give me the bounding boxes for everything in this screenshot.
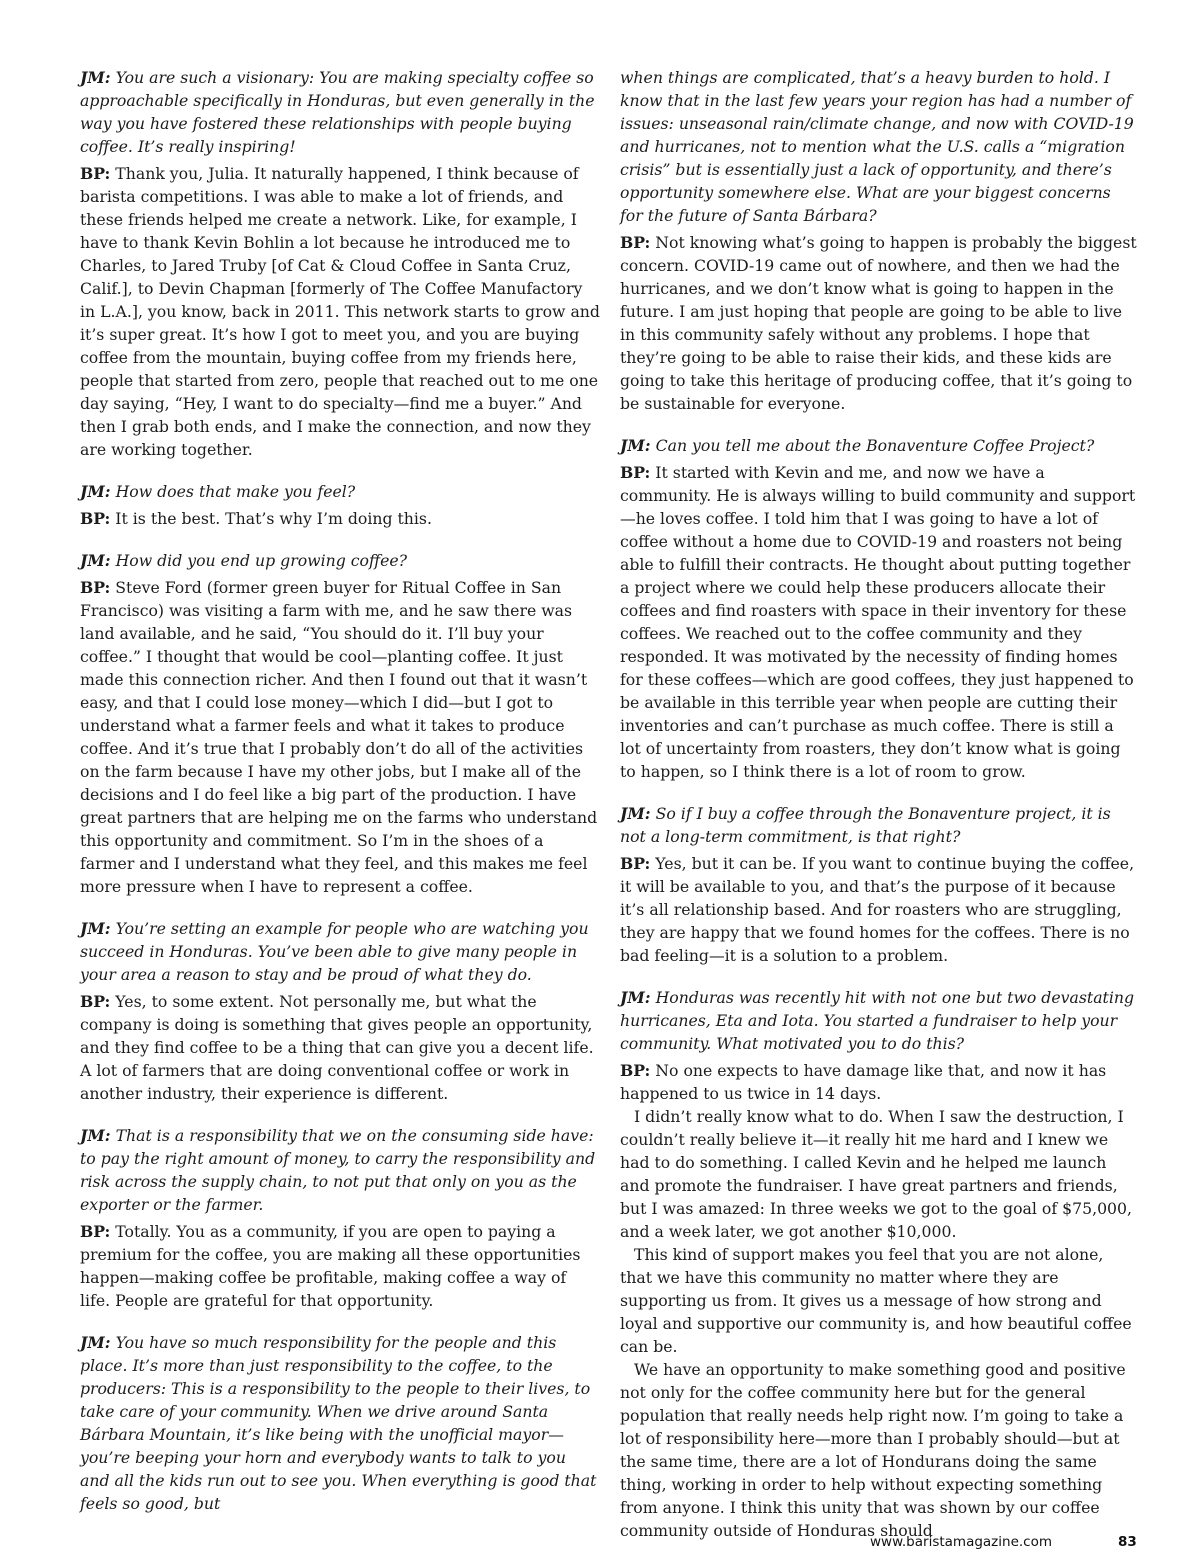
footer-website: www.baristamagazine.com [870,1534,1053,1550]
answer [80,507,600,530]
question [80,1331,600,1515]
answer [80,162,600,461]
speaker-label: BP: [80,1222,111,1241]
page-number: 83 [1118,1534,1137,1550]
answer [80,576,600,898]
answer-text: It is the best. That’s why I’m doing this. [115,509,432,528]
question [620,986,1138,1055]
speaker-label: BP: [620,463,651,482]
speaker-label: BP: [620,854,651,873]
speaker-label: JM: [80,551,111,570]
speaker-label: JM: [80,1333,111,1352]
qa-block [620,66,1138,415]
answer [620,852,1138,967]
answer-text: Yes, to some extent. Not personally me, but what the company is doing is something that gives people an opportunity, and they find coffee to be a thing that can give you a decent life. A lot of farmers that are doing conventional coffee or work in another industry, their experience is different. [80,992,594,1103]
qa-block [620,802,1138,967]
answer-text: Yes, but it can be. If you want to continue buying the coffee, it will be available to you, and that’s the purpose of it because it’s all relationship based. And for roasters who are struggling, they are happy that we found homes for the coffees. There is no bad feeling—it is a solution to a problem. [620,854,1135,965]
qa-block [80,1124,600,1312]
paragraph: We have an opportunity to make something good and positive not only for the coffee community here but for the general population that really needs help right now. I’m going to take a lot of responsibility here—more than I probably should—but at the same time, there are a lot of Hondurans doing the same thing, working in order to help without expecting something from anyone. I think this unity that was shown by our coffee community outside of Honduras should [620,1360,1126,1540]
answer-text: It started with Kevin and me, and now we have a community. He is always willing to build community and support—he loves coffee. I told him that I was going to have a lot of coffee without a home due to COVID-19 and roasters not being able to fulfill their contracts. He thought about putting together a project where we could help these producers allocate their coffees and find roasters with space in their inventory for these coffees. We reached out to the coffee community and they responded. It was motivated by the necessity of finding homes for these coffees—which are good coffees, they just happened to be available in this terrible year when people are cutting their inventories and can’t purchase as much coffee. There is still a lot of uncertainty from roasters, they don’t know what is going to happen, so I think there is a lot of room to grow. [620,463,1136,781]
qa-block [80,480,600,530]
answer-text: No one expects to have damage like that, and now it has happened to us twice in 14 days. [620,1061,1107,1103]
speaker-label: BP: [620,1061,651,1080]
speaker-label: JM: [620,436,651,455]
question [620,802,1138,848]
question [80,480,600,503]
answer-text: Thank you, Julia. It naturally happened, I think because of barista competitions. I was able to make a lot of friends, and these friends helped me create a network. Like, for example, I have to thank Kevin Bohlin a lot because he introduced me to Charles, to Jared Truby [of Cat & Cloud Coffee in Santa Cruz, Calif.], to Devin Chapman [formerly of The Coffee Manufactory in L.A.], you know, back in 2011. This network starts to grow and it’s super great. It’s how I got to meet you, and you are buying coffee from the mountain, buying coffee from my friends here, people that started from zero, people that reached out to me one day saying, “Hey, I want to do specialty—find me a buyer.” And then I grab both ends, and I make the connection, and now they are working together. [80,164,600,459]
qa-block [620,434,1138,783]
answer [620,1059,1138,1105]
question-text: You’re setting an example for people who are watching you succeed in Honduras. You’ve been able to give many people in your area a reason to stay and be proud of what they do. [80,919,589,984]
speaker-label: JM: [80,68,111,87]
speaker-label: JM: [620,804,651,823]
speaker-label: JM: [80,482,111,501]
paragraph: I didn’t really know what to do. When I saw the destruction, I couldn’t really believe it—it really hit me hard and I knew we had to do something. I called Kevin and he helped me launch and promote the fundraiser. I have great partners and friends, but I was amazed: In three weeks we got to the goal of $75,000, and a week later, we got another $10,000. [620,1107,1132,1241]
speaker-label: JM: [620,988,651,1007]
answer-text: Not knowing what’s going to happen is probably the biggest concern. COVID-19 came out of nowhere, and then we had the hurricanes, and we don’t know what is going to happen in the future. I am just hoping that people are going to be able to live in this community safely without any problems. I hope that they’re going to be able to raise their kids, and these kids are going to take this heritage of producing coffee, that it’s going to be sustainable for everyone. [620,233,1137,413]
speaker-label: BP: [80,164,111,183]
question [80,549,600,572]
qa-block [620,986,1138,1542]
paragraph: This kind of support makes you feel that you are not alone, that we have this community no matter where they are supporting us from. It gives us a message of how strong and loyal and supportive our community is, and how beautiful coffee can be. [620,1245,1132,1356]
speaker-label: BP: [80,509,111,528]
qa-block [80,66,600,461]
answer-text: Steve Ford (former green buyer for Ritual Coffee in San Francisco) was visiting a farm with me, and he saw there was land available, and he said, “You should do it. I’ll buy your coffee.” I thought that would be cool—planting coffee. It just made this connection richer. And then I found out that it wasn’t easy, and that I could lose money—which I did—but I got to understand what a farmer feels and what it takes to produce coffee. And it’s true that I probably don’t do all of the activities on the farm because I have my other jobs, but I make all of the decisions and I do feel like a big part of the production. I have great partners that are helping me on the farms who understand this opportunity and commitment. So I’m in the shoes of a farmer and I understand what they feel, and this makes me feel more pressure when I have to represent a coffee. [80,578,598,896]
question-text: So if I buy a coffee through the Bonaventure project, it is not a long-term commitment, is that right? [620,804,1111,846]
speaker-label: BP: [80,992,111,1011]
answer-text: Totally. You as a community, if you are open to paying a premium for the coffee, you are making all these opportunities happen—making coffee be profitable, making coffee a way of life. People are grateful for that opportunity. [80,1222,581,1310]
qa-block [80,917,600,1105]
speaker-label: BP: [80,578,111,597]
question [80,917,600,986]
question-text: You have so much responsibility for the people and this place. It’s more than just responsibility to the coffee, to the producers: This is a responsibility to the people to their lives, to take care of your community. When we drive around Santa Bárbara Mountain, it’s like being with the unofficial mayor—you’re beeping your horn and everybody wants to talk to you and all the kids run out to see you. When everything is good that feels so good, but [80,1333,597,1513]
qa-block [80,1331,600,1515]
question [80,1124,600,1216]
speaker-label: BP: [620,233,651,252]
answer [80,990,600,1105]
question-text: How does that make you feel? [115,482,356,501]
speaker-label: JM: [80,1126,111,1145]
question-text: How did you end up growing coffee? [115,551,408,570]
question-text: That is a responsibility that we on the consuming side have: to pay the right amount of money, to carry the responsibility and risk across the supply chain, to not put that only on you as the exporter or the farmer. [80,1126,596,1214]
question-text: You are such a visionary: You are making specialty coffee so approachable specifically in Honduras, but even generally in the way you have fostered these relationships with people buying coffee. It’s really inspiring! [80,68,595,156]
speaker-label: JM: [80,919,111,938]
answer [620,231,1138,415]
question-continued: when things are complicated, that’s a heavy burden to hold. I know that in the last few years your region has had a number of issues: unseasonal rain/climate change, and now with COVID-19 and hurricanes, not to mention what the U.S. calls a “migration crisis” but is essentially just a lack of opportunity, and there’s opportunity somewhere else. What are your biggest concerns for the future of Santa Bárbara? [620,68,1134,225]
qa-block [80,549,600,898]
question-text: Can you tell me about the Bonaventure Coffee Project? [655,436,1095,455]
answer [80,1220,600,1312]
answer [620,461,1138,783]
question [80,66,600,158]
question [620,434,1138,457]
question-text: Honduras was recently hit with not one but two devastating hurricanes, Eta and Iota. You started a fundraiser to help your community. What motivated you to do this? [620,988,1135,1053]
right-column [620,66,1138,1542]
left-column [80,66,600,1519]
